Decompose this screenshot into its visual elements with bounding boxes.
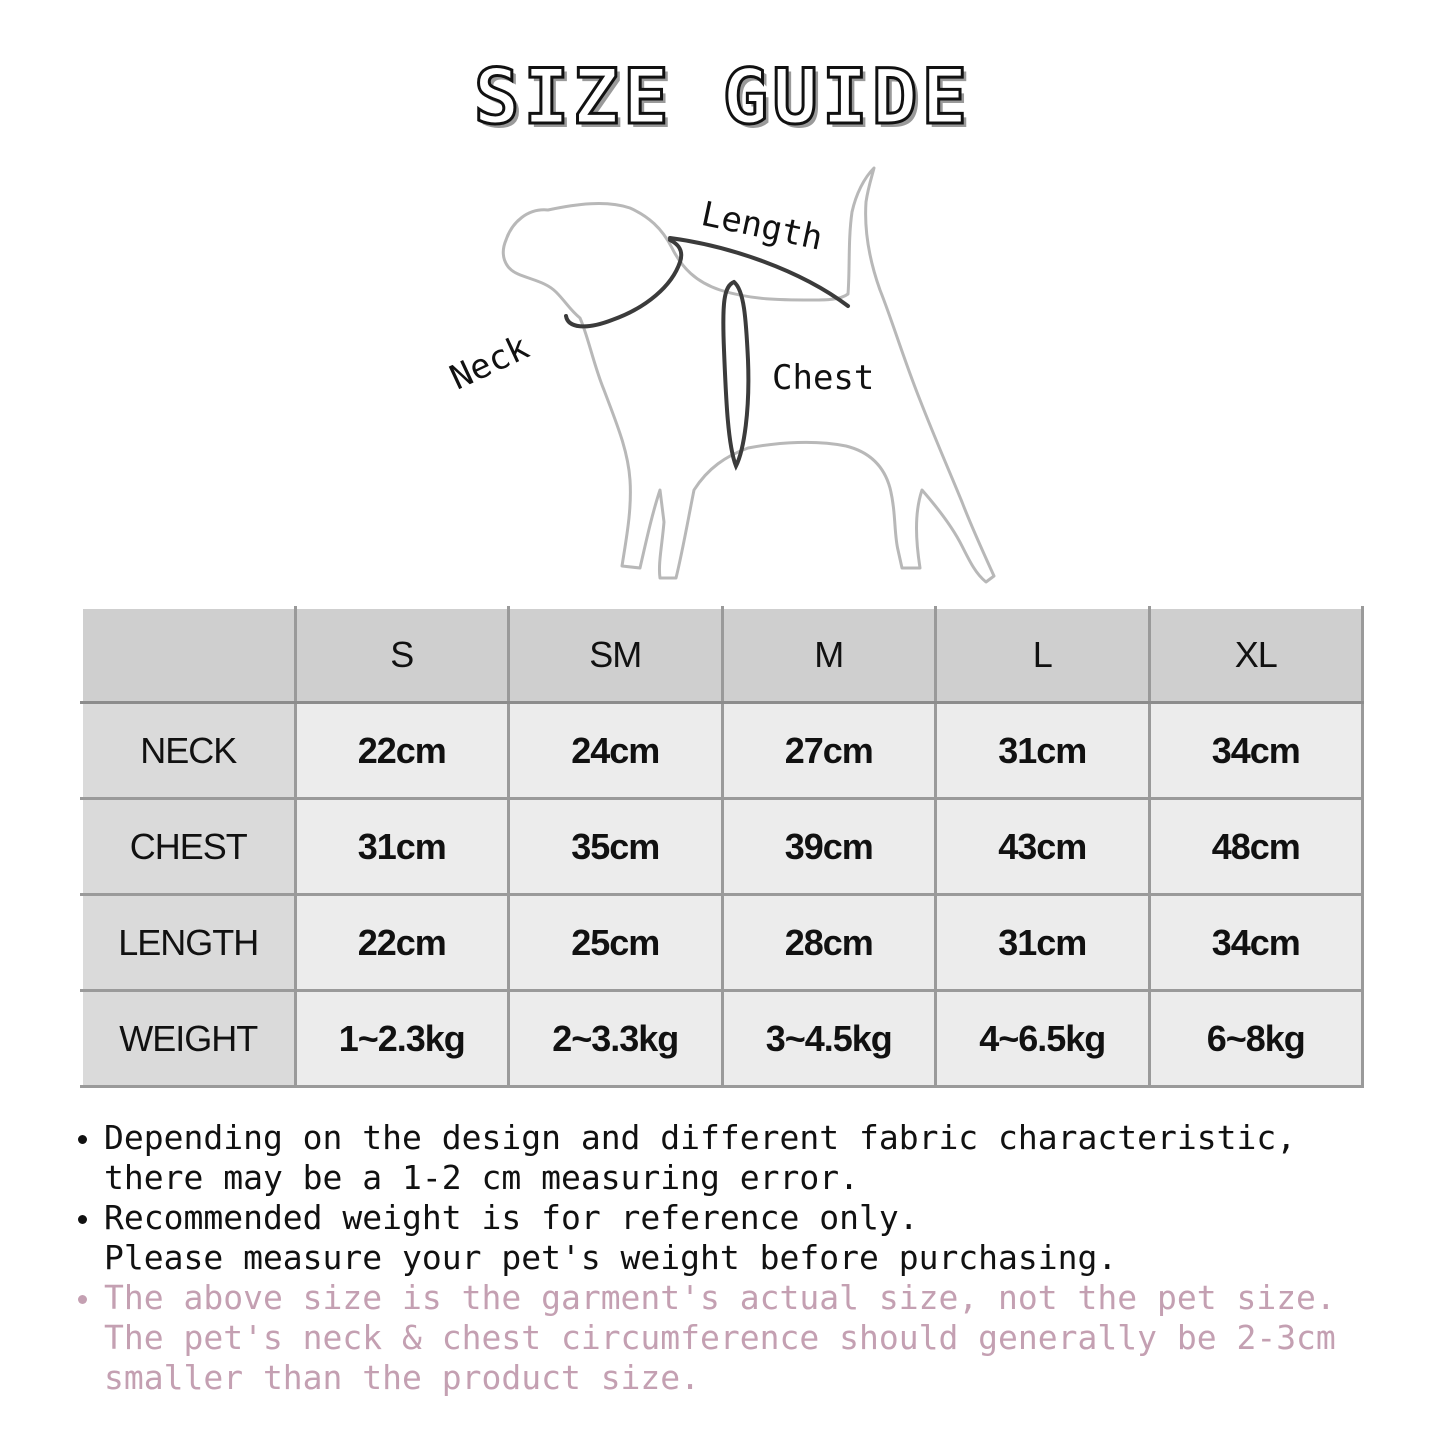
neck-label: Neck bbox=[444, 327, 536, 399]
note-line: The pet's neck & chest circumference should generally be 2-3cm bbox=[104, 1318, 1336, 1357]
table-cell: 22cm bbox=[295, 895, 509, 991]
table-cell: 43cm bbox=[936, 799, 1150, 895]
table-cell: 28cm bbox=[722, 895, 936, 991]
note-item bbox=[74, 1118, 1414, 1198]
table-cell: 1~2.3kg bbox=[295, 991, 509, 1087]
table-row bbox=[82, 703, 1363, 799]
table-cell: 34cm bbox=[1149, 895, 1363, 991]
table-cell: 25cm bbox=[509, 895, 723, 991]
row-label: CHEST bbox=[82, 799, 296, 895]
note-line: Depending on the design and different fabric characteristic, bbox=[104, 1118, 1297, 1157]
row-label: NECK bbox=[82, 703, 296, 799]
table-cell: 35cm bbox=[509, 799, 723, 895]
note-line: smaller than the product size. bbox=[104, 1358, 701, 1397]
size-column-header: SM bbox=[509, 608, 723, 703]
note-line: Please measure your pet's weight before purchasing. bbox=[104, 1238, 1118, 1277]
note-line: Recommended weight is for reference only. bbox=[104, 1198, 919, 1237]
page-title: SIZE GUIDE bbox=[473, 52, 972, 141]
size-column-header: L bbox=[936, 608, 1150, 703]
size-column-header: XL bbox=[1149, 608, 1363, 703]
corner-cell bbox=[82, 608, 296, 703]
table-cell: 34cm bbox=[1149, 703, 1363, 799]
row-label: WEIGHT bbox=[82, 991, 296, 1087]
size-header-row bbox=[82, 608, 1363, 703]
table-cell: 39cm bbox=[722, 799, 936, 895]
size-column-header: M bbox=[722, 608, 936, 703]
table-cell: 31cm bbox=[295, 799, 509, 895]
length-label: Length bbox=[697, 194, 827, 259]
size-column-header: S bbox=[295, 608, 509, 703]
chest-label: Chest bbox=[772, 358, 875, 398]
table-cell: 3~4.5kg bbox=[722, 991, 936, 1087]
note-item-highlight bbox=[74, 1278, 1414, 1398]
row-label: LENGTH bbox=[82, 895, 296, 991]
table-cell: 6~8kg bbox=[1149, 991, 1363, 1087]
note-line: The above size is the garment's actual size, not the pet size. bbox=[104, 1278, 1336, 1317]
table-row bbox=[82, 991, 1363, 1087]
size-table bbox=[80, 606, 1364, 1088]
table-cell: 2~3.3kg bbox=[509, 991, 723, 1087]
notes-list bbox=[74, 1118, 1414, 1398]
table-cell: 48cm bbox=[1149, 799, 1363, 895]
table-cell: 4~6.5kg bbox=[936, 991, 1150, 1087]
table-cell: 31cm bbox=[936, 703, 1150, 799]
table-cell: 27cm bbox=[722, 703, 936, 799]
table-cell: 22cm bbox=[295, 703, 509, 799]
table-cell: 24cm bbox=[509, 703, 723, 799]
note-line: there may be a 1-2 cm measuring error. bbox=[104, 1158, 859, 1197]
dog-measurement-diagram bbox=[0, 150, 1445, 600]
table-cell: 31cm bbox=[936, 895, 1150, 991]
table-row bbox=[82, 799, 1363, 895]
table-row bbox=[82, 895, 1363, 991]
note-item bbox=[74, 1198, 1414, 1278]
